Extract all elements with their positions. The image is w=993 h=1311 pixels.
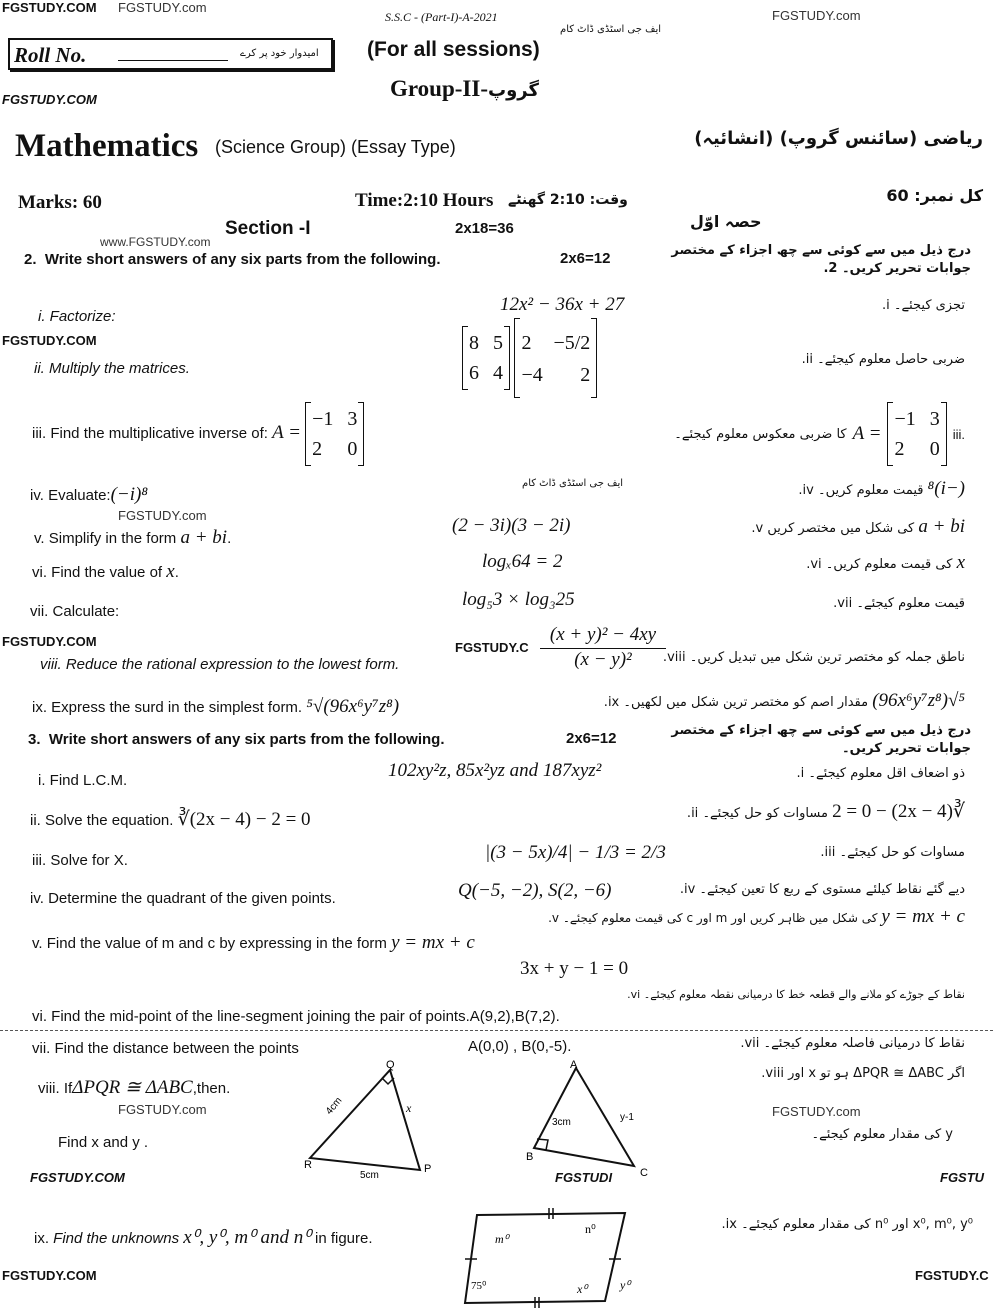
- text: x: [166, 561, 175, 582]
- text: v.: [751, 521, 764, 536]
- q3-item-8: [38, 1076, 230, 1099]
- q3-item-5-urdu: [548, 906, 965, 928]
- text: vii.: [30, 603, 49, 620]
- section-title: Section -I: [225, 218, 311, 239]
- text: v.: [32, 935, 43, 952]
- q3-heading: [28, 731, 444, 748]
- group-text: [390, 76, 539, 102]
- watermark: FGSTUDY.COM: [2, 333, 97, 348]
- text: 0: [929, 438, 940, 460]
- text: ΔPQR ≅ ΔABC: [72, 1077, 193, 1098]
- text: i.: [881, 298, 890, 313]
- text: Simplify in the form: [48, 530, 177, 547]
- text: مساوات کو حل کیجئے۔: [839, 845, 965, 860]
- text: ناطق جملہ کو مختصر ترین شکل میں تبدیل کریں۔: [689, 650, 965, 665]
- text: قیمت معلوم کیجئے۔: [856, 596, 965, 611]
- text: 2: [894, 438, 905, 460]
- angle-75: 75⁰: [471, 1280, 487, 1292]
- text: iii.: [820, 845, 836, 860]
- q3-item-7-urdu: [740, 1036, 965, 1051]
- text: 3.: [28, 731, 41, 748]
- subject-title: Mathematics: [15, 128, 199, 164]
- q2-item-7: [30, 603, 119, 620]
- text: قیمت معلوم کریں۔: [818, 483, 924, 498]
- text: ⁵√(96x⁶y⁷z⁸): [872, 690, 965, 711]
- q3-item-5: [32, 932, 475, 954]
- text: Find the unknowns: [53, 1230, 180, 1247]
- text: Calculate:: [52, 603, 120, 620]
- paper-code: S.S.C - (Part-I)-A-2021: [385, 10, 498, 24]
- text: vi.: [32, 1008, 47, 1025]
- text: vi.: [806, 557, 822, 572]
- q2-item-5-math: (2 − 3i)(3 − 2i): [452, 515, 571, 536]
- urdu-site-text: ایف جی اسٹڈی ڈاٹ کام: [522, 478, 624, 489]
- text: ix.: [721, 1217, 737, 1232]
- q3-item-8-urdu2: y کی مقدار معلوم کیجئے۔: [811, 1127, 953, 1142]
- watermark: FGSTUDY.com: [118, 1102, 207, 1117]
- text: 0: [347, 438, 358, 460]
- q2-item-8-urdu: [663, 650, 965, 665]
- matrix-product: [462, 318, 597, 398]
- text: −5/2: [553, 332, 591, 354]
- text: iv.: [30, 487, 44, 504]
- q3-item-1-math: 102xy²z, 85x²yz and 187xyz²: [388, 760, 602, 781]
- triangle-pqr-figure: [290, 1060, 450, 1185]
- text: Find the value of m and c by expressing in the form: [46, 935, 387, 952]
- watermark: FGSTU: [940, 1170, 985, 1185]
- text: ii.: [30, 812, 41, 829]
- text: Factorize:: [49, 308, 116, 325]
- text: کی قیمت معلوم کریں۔: [825, 557, 953, 572]
- watermark: FGSTUDY.com: [772, 8, 861, 23]
- q3-item-3-math: |(3 − 5x)/4| − 1/3 = 2/3: [485, 842, 666, 863]
- divider: [0, 1030, 993, 1031]
- text: درج ذیل میں سے کوئی سے چھ اجزاء کے مختصر جوابات تحریر کریں۔: [671, 723, 971, 756]
- text: کی شکل میں مختصر کریں: [767, 521, 915, 536]
- q3-item-7: [32, 1040, 299, 1057]
- text: i.: [38, 772, 46, 789]
- q3-item-7-math: A(0,0) , B(0,-5).: [468, 1038, 572, 1055]
- q2-item-8-fraction: [540, 624, 666, 671]
- triangle-pqr: [310, 1070, 420, 1170]
- watermark: FGSTUDY.com: [118, 508, 207, 523]
- text: iii.: [952, 426, 965, 442]
- text: vii.: [833, 596, 853, 611]
- parallelogram: [465, 1213, 625, 1303]
- text: اگر ΔPQR ≅ ΔABC ہو تو x اور: [788, 1066, 965, 1081]
- subject-subtitle: (Science Group) (Essay Type): [215, 137, 456, 157]
- q3-item-3-urdu: [820, 845, 965, 860]
- side-label: 3cm: [552, 1117, 571, 1128]
- vertex-c: C: [640, 1167, 648, 1179]
- q2-item-9: [32, 696, 399, 718]
- time-text: Time:2:10 Hours: [355, 190, 494, 211]
- text: Find the value of: [51, 564, 163, 581]
- text: A =: [272, 421, 301, 443]
- text: a + bi: [918, 516, 965, 537]
- q3-item-1-urdu: [797, 766, 966, 781]
- side-label: x: [406, 1101, 412, 1115]
- text: Group-II-: [390, 76, 488, 101]
- subject-urdu: ریاضی (سائنس گروپ) (انشائیہ): [694, 128, 983, 149]
- q3-item-5-math: 3x + y − 1 = 0: [520, 958, 629, 979]
- q3-item-1: [38, 772, 127, 789]
- text: (x + y)² − 4xy: [540, 624, 666, 649]
- triangle-abc: [534, 1068, 634, 1166]
- text: Solve for X.: [50, 852, 128, 869]
- q2-item-4: [30, 484, 148, 506]
- text: iii.: [32, 424, 47, 442]
- text: 8: [469, 332, 479, 354]
- text: v.: [34, 530, 45, 547]
- text: iii.: [32, 852, 47, 869]
- text: Write short answers of any six parts from the following.: [44, 251, 441, 268]
- text: 5: [493, 332, 503, 354]
- text: Solve the equation.: [45, 812, 174, 829]
- watermark: FGSTUDY.COM: [2, 92, 97, 107]
- q2-item-3-urdu-text: کا ضربی معکوس معلوم کیجئے۔: [674, 426, 847, 442]
- text: (x − y)²: [574, 649, 632, 670]
- q2-item-3-urdu: [674, 402, 965, 466]
- text: کی شکل میں ظاہر کریں اور m اور c کی قیمت معلوم کیجئے۔: [562, 911, 878, 925]
- text: ⁵√(96x⁶y⁷z⁸): [306, 696, 400, 717]
- text: تجزی کیجئے۔: [893, 298, 965, 313]
- vertex-b: B: [526, 1151, 534, 1163]
- vertex-a: A: [570, 1060, 578, 1071]
- text: v.: [548, 911, 559, 925]
- text: ii.: [801, 352, 813, 367]
- q3-item-8-find: Find x and y .: [58, 1134, 149, 1151]
- triangle-abc-figure: [510, 1060, 670, 1185]
- q3-item-3: [32, 852, 128, 869]
- text: y = mx + c: [881, 906, 965, 927]
- vertex-q: Q: [386, 1060, 395, 1071]
- text: ذو اضعاف اقل معلوم کیجئے۔: [808, 766, 965, 781]
- watermark: FGSTUDI: [555, 1170, 613, 1185]
- text: −1: [894, 408, 916, 430]
- q2-item-7-math: log₅3 × log₃25: [462, 589, 575, 610]
- q2-item-5-urdu: [751, 516, 965, 538]
- watermark: FGSTUDY.COM: [2, 634, 97, 649]
- side-label: 5cm: [360, 1170, 379, 1181]
- text: (−i)⁸: [110, 484, 148, 505]
- text: ix.: [603, 695, 620, 710]
- text: viii.: [40, 656, 62, 673]
- text: (−i)⁸: [927, 478, 965, 499]
- roll-number-box: [8, 38, 333, 70]
- text: a + bi: [180, 527, 228, 548]
- text: ii.: [686, 806, 699, 821]
- section-marks: 2x18=36: [455, 220, 514, 237]
- text: viii.: [38, 1080, 60, 1097]
- text: 2: [312, 438, 323, 460]
- text: iv.: [30, 890, 44, 907]
- watermark: FGSTUDY.com: [772, 1104, 861, 1119]
- text: −4: [521, 364, 543, 386]
- q2-item-3: [32, 402, 364, 466]
- text: i.: [796, 766, 805, 781]
- q3-marks: 2x6=12: [566, 730, 617, 747]
- angle-y: y⁰: [620, 1278, 631, 1292]
- q2-item-6-urdu: [806, 552, 965, 574]
- q3-item-6-urdu: [627, 988, 965, 1001]
- right-angle-mark: [382, 1078, 394, 1084]
- text: If: [63, 1080, 73, 1097]
- time-urdu: وقت: 2:10 گھنٹے: [508, 192, 628, 208]
- text: A =: [852, 423, 882, 444]
- text: Multiply the matrices.: [49, 360, 190, 377]
- vertex-p: P: [424, 1163, 432, 1175]
- text: Find the mid-point of the line-segment joining the pair of points.A(9,2),B(7,2).: [51, 1008, 560, 1025]
- q2-item-4-urdu: [798, 478, 965, 500]
- text: vii.: [32, 1040, 51, 1057]
- side-label: y-1: [620, 1112, 634, 1123]
- angle-m: m⁰: [495, 1232, 509, 1246]
- roll-input-line[interactable]: [118, 60, 228, 61]
- text: 3: [929, 408, 940, 430]
- q3-item-2-urdu: [687, 800, 965, 823]
- text: 2: [580, 364, 591, 386]
- text: Evaluate:: [48, 487, 111, 504]
- watermark: FGSTUDY.C: [915, 1268, 989, 1283]
- text: x⁰, y⁰, m⁰ and n⁰: [183, 1227, 311, 1248]
- q3-item-2: [30, 808, 311, 831]
- text: iv.: [679, 882, 696, 897]
- text: Express the surd in the simplest form.: [51, 699, 303, 716]
- text: ix.: [32, 699, 47, 716]
- parallelogram-figure: [455, 1205, 645, 1311]
- q2-item-2-urdu: [802, 352, 965, 367]
- text: Find the multiplicative inverse of:: [50, 424, 268, 442]
- side-label: 4cm: [323, 1095, 345, 1117]
- q3-urdu: [641, 722, 971, 758]
- roll-label: Roll No.: [14, 43, 87, 67]
- text: Reduce the rational expression to the lowest form.: [65, 656, 400, 673]
- q3-item-4-math: Q(−5, −2), S(2, −6): [458, 880, 612, 901]
- angle-x: x⁰: [577, 1282, 588, 1296]
- text: ii.: [34, 360, 45, 377]
- watermark: FGSTUDY.C: [455, 640, 529, 655]
- text: Determine the quadrant of the given points.: [48, 890, 336, 907]
- watermark: FGSTUDY.COM: [30, 1170, 125, 1185]
- text: i.: [38, 308, 46, 325]
- section-urdu: حصہ اوّل: [690, 212, 762, 231]
- sessions-text: (For all sessions): [367, 38, 540, 61]
- text: نقاط کے جوڑے کو ملانے والے قطعہ خط کا درمیانی نقطہ معلوم کیجئے۔: [643, 988, 965, 1001]
- text: 2.: [24, 251, 37, 268]
- text: vi.: [627, 988, 641, 1001]
- roll-urdu: امیدوار خود پر کرے: [240, 48, 319, 59]
- text: −1: [312, 408, 334, 430]
- watermark: FGSTUDY.COM: [2, 0, 97, 15]
- text: in figure.: [315, 1230, 373, 1247]
- watermark: www.FGSTUDY.com: [100, 235, 211, 249]
- text: vi.: [32, 564, 47, 581]
- text: دیے گئے نقاط کیلئے مستوی کے ربع کا تعین کیجئے۔: [699, 882, 965, 897]
- watermark: FGSTUDY.com: [118, 0, 207, 15]
- marks-text: Marks: 60: [18, 192, 102, 213]
- text: ضربی حاصل معلوم کیجئے۔: [817, 352, 965, 367]
- text: 2.: [823, 261, 838, 276]
- text: ,then.: [192, 1080, 231, 1097]
- text: ∛(2x − 4) − 2 = 0: [832, 801, 965, 822]
- q2-item-1-urdu: [882, 298, 965, 313]
- text: viii.: [662, 650, 686, 665]
- text: x⁰, m⁰, y⁰ اور n⁰ کی مقدار معلوم کیجئے۔: [741, 1217, 973, 1232]
- text: vii.: [740, 1036, 760, 1051]
- q2-item-7-urdu: [833, 596, 965, 611]
- text: 6: [469, 362, 479, 384]
- q2-item-9-urdu: [604, 690, 965, 712]
- q2-item-6-math: logₓ64 = 2: [482, 551, 563, 572]
- text: درج ذیل میں سے کوئی سے چھ اجزاء کے مختصر جوابات تحریر کریں۔: [671, 243, 971, 276]
- text: 3: [347, 408, 358, 430]
- text: مساوات کو حل کیجئے۔: [702, 806, 828, 821]
- q2-item-1-math: 12x² − 36x + 27: [500, 294, 625, 315]
- text: مقدار اصم کو مختصر ترین شکل میں لکھیں۔: [623, 695, 869, 710]
- q3-item-8-urdu: [761, 1066, 965, 1081]
- text: 4: [493, 362, 503, 384]
- text: گروپ: [488, 80, 539, 101]
- q3-item-6: [32, 1008, 560, 1025]
- q2-item-5: v. Simplify in the form a + bi.: [34, 527, 232, 548]
- q3-item-9: [34, 1226, 373, 1249]
- watermark: FGSTUDY.COM: [2, 1268, 97, 1283]
- q2-heading: [24, 251, 440, 268]
- text: viii.: [761, 1066, 784, 1081]
- q2-item-6: vi. Find the value of x.: [32, 561, 179, 582]
- text: Find L.C.M.: [49, 772, 128, 789]
- text: y = mx + c: [391, 932, 475, 953]
- text: 2: [521, 332, 532, 354]
- q3-item-4: [30, 890, 336, 907]
- text: x: [956, 552, 965, 573]
- q2-item-2: [34, 360, 190, 377]
- q3-item-4-urdu: [680, 882, 965, 897]
- urdu-site-text: ایف جی اسٹڈی ڈاٹ کام: [560, 24, 662, 35]
- vertex-r: R: [304, 1159, 312, 1171]
- text: ix.: [34, 1230, 49, 1247]
- angle-n: n⁰: [585, 1222, 596, 1236]
- q2-item-8: [40, 656, 399, 673]
- q2-marks: 2x6=12: [560, 250, 611, 267]
- q3-item-9-urdu: [722, 1217, 973, 1232]
- marks-urdu: کل نمبر: 60: [886, 186, 983, 205]
- text: Find the distance between the points: [54, 1040, 299, 1057]
- text: iv.: [798, 483, 814, 498]
- text: ∛(2x − 4) − 2 = 0: [177, 809, 311, 830]
- q2-item-1: [38, 308, 116, 325]
- text: نقاط کا درمیانی فاصلہ معلوم کیجئے۔: [763, 1036, 965, 1051]
- text: Write short answers of any six parts from the following.: [48, 731, 445, 748]
- q2-urdu: [641, 242, 971, 278]
